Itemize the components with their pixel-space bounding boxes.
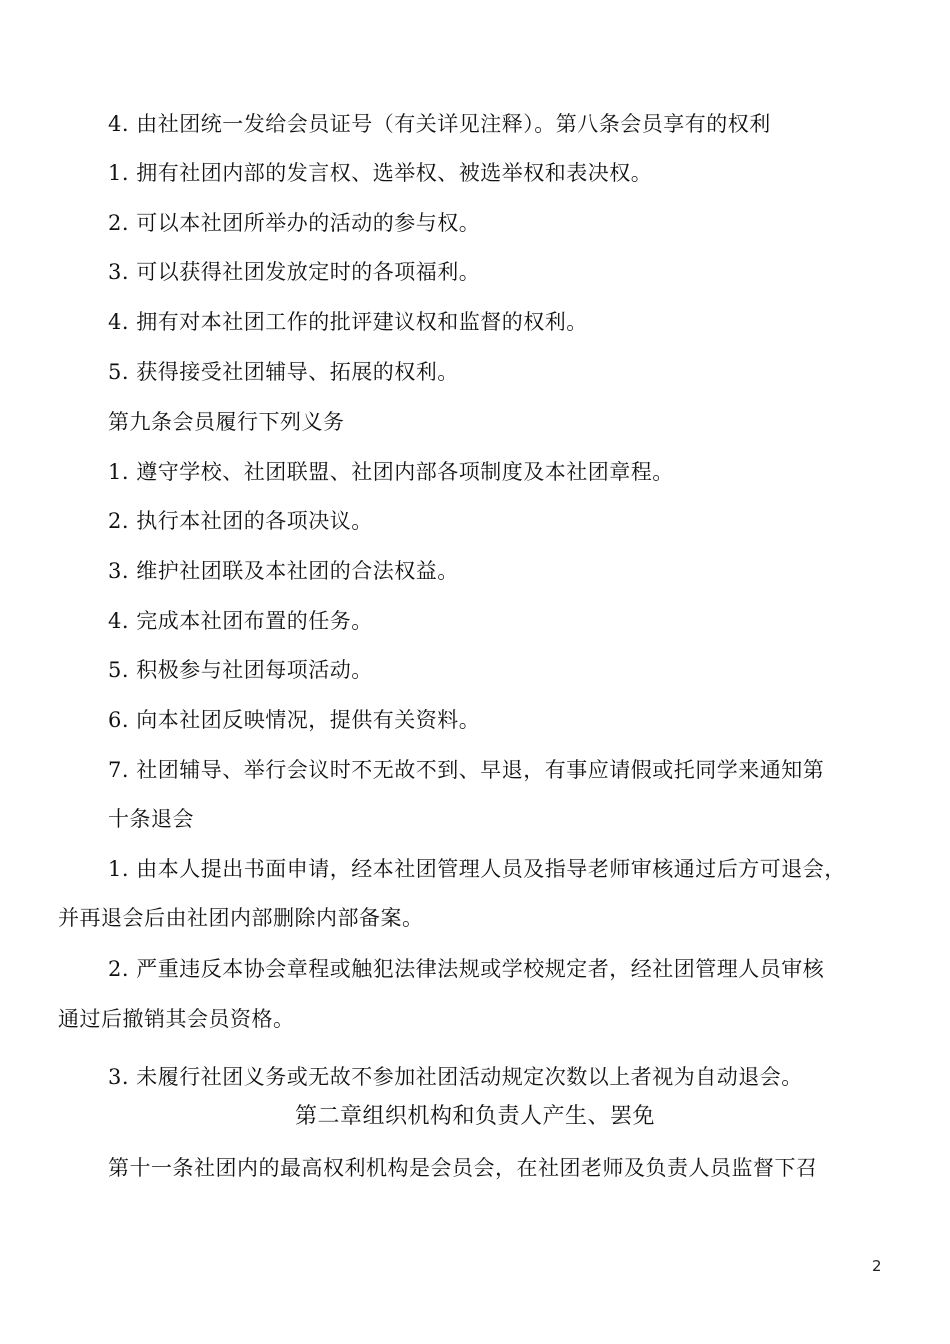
text-line: 5. 积极参与社团每项活动。 <box>108 658 373 682</box>
text-line: 3. 可以获得社团发放定时的各项福利。 <box>108 260 481 284</box>
text-line: 4. 由社团统一发给会员证号（有关详见注释）。第八条会员享有的权利 <box>108 112 771 136</box>
text-line: 并再退会后由社团内部删除内部备案。 <box>58 906 424 930</box>
text-line: 第十一条社团内的最高权利机构是会员会，在社团老师及负责人员监督下召 <box>108 1156 818 1180</box>
text-line: 5. 获得接受社团辅导、拓展的权利。 <box>108 360 459 384</box>
text-line: 3. 维护社团联及本社团的合法权益。 <box>108 559 459 583</box>
text-line: 通过后撤销其会员资格。 <box>58 1007 295 1031</box>
text-line: 4. 完成本社团布置的任务。 <box>108 609 373 633</box>
text-line: 3. 未履行社团义务或无故不参加社团活动规定次数以上者视为自动退会。 <box>108 1065 803 1089</box>
text-line: 2. 执行本社团的各项决议。 <box>108 509 373 533</box>
text-line: 4. 拥有对本社团工作的批评建议权和监督的权利。 <box>108 310 588 334</box>
text-line: 1. 遵守学校、社团联盟、社团内部各项制度及本社团章程。 <box>108 460 674 484</box>
text-line: 十条退会 <box>108 807 194 831</box>
page-number: 2 <box>872 1257 882 1275</box>
section-heading: 第九条会员履行下列义务 <box>108 410 345 434</box>
text-line: 1. 拥有社团内部的发言权、选举权、被选举权和表决权。 <box>108 161 653 185</box>
text-line: 1. 由本人提出书面申请，经本社团管理人员及指导老师审核通过后方可退会， <box>108 857 846 881</box>
text-line: 2. 严重违反本协会章程或触犯法律法规或学校规定者，经社团管理人员审核 <box>108 957 825 981</box>
text-line: 7. 社团辅导、举行会议时不无故不到、早退，有事应请假或托同学来通知第 <box>108 758 825 782</box>
text-line: 6. 向本社团反映情况，提供有关资料。 <box>108 708 481 732</box>
text-line: 2. 可以本社团所举办的活动的参与权。 <box>108 211 481 235</box>
chapter-heading: 第二章组织机构和负责人产生、罢免 <box>294 1104 655 1129</box>
